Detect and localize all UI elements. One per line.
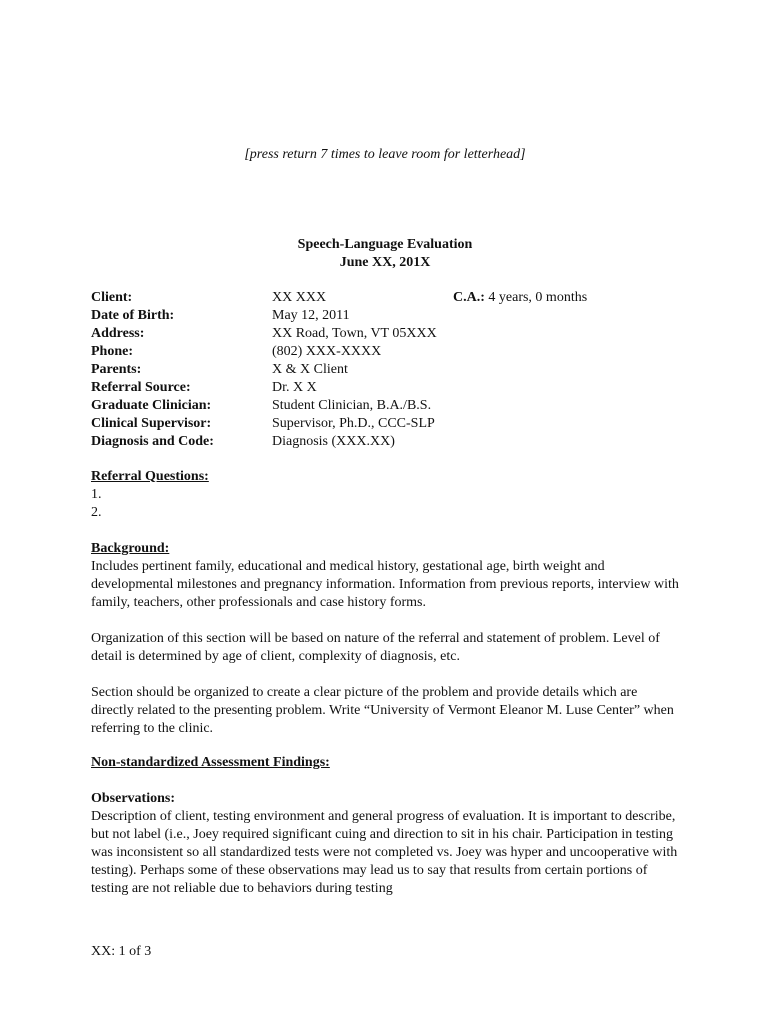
section-heading: Non-standardized Assessment Findings: [91, 755, 330, 770]
section-heading: Referral Questions: [91, 469, 209, 484]
info-label: Client: [91, 290, 133, 305]
info-value: X & X Client [272, 362, 348, 377]
info-value: XX Road, Town, VT 05XXX [272, 326, 437, 341]
info-value: Supervisor, Ph.D., CCC-SLP [272, 416, 435, 431]
referral-item: 2. [91, 505, 102, 520]
nonstandardized-section [91, 754, 681, 772]
background-paragraph: Includes pertinent family, educational and medical history, gestational age, birth weight and developmental milestones and pregnancy information. Information from previous reports, interview with family, teachers, other professionals and case history forms. [91, 559, 679, 610]
background-paragraph: Organization of this section will be based on nature of the referral and statement of problem. Level of detail is determined by age of client, complexity of diagnosis, etc. [91, 631, 660, 664]
background-section [91, 540, 681, 738]
info-label: Date of Birth: [91, 308, 175, 323]
subsection-heading: Observations: [91, 791, 175, 806]
info-value: (802) XXX-XXXX [272, 344, 382, 359]
info-value: Student Clinician, B.A./B.S. [272, 398, 432, 413]
referral-questions-section [91, 468, 681, 522]
observations-paragraph: Description of client, testing environment and general progress of evaluation. It is important to describe, but not label (i.e., Joey required significant cuing and direction to sit in his chair. Participation in testing was inconsistent so all standardized tests were not completed vs. Joey was hyper and uncooperative with testing). Perhaps some of these observations may lead us to say that results from certain portions of testing are not reliable due to behaviors during testing [91, 809, 678, 896]
info-value: XX XXX [272, 290, 327, 305]
info-label: Clinical Supervisor: [91, 416, 212, 431]
background-paragraph: Section should be organized to create a clear picture of the problem and provide details which are directly related to the presenting problem. Write “University of Vermont Eleanor M. Luse Center” when referring to the clinic. [91, 685, 674, 736]
referral-item: 1. [91, 487, 102, 502]
info-label: Referral Source: [91, 380, 191, 395]
section-heading: Background: [91, 541, 170, 556]
info-label: Diagnosis and Code: [91, 434, 214, 449]
chronological-age [453, 289, 587, 307]
page-footer: XX: 1 of 3 [91, 944, 152, 959]
info-label: Phone: [91, 344, 133, 359]
info-value: Dr. X X [272, 380, 317, 395]
info-label: Graduate Clinician: [91, 398, 212, 413]
observations-section [91, 790, 683, 898]
info-value: May 12, 2011 [272, 308, 350, 323]
ca-label: C.A.: [453, 290, 485, 305]
ca-value: 4 years, 0 months [488, 290, 588, 305]
letterhead-note: [press return 7 times to leave room for letterhead] [244, 147, 526, 162]
document-date: June XX, 201X [339, 255, 431, 270]
document-title: Speech-Language Evaluation [297, 237, 473, 252]
info-label: Parents: [91, 362, 142, 377]
info-label: Address: [91, 326, 145, 341]
info-value: Diagnosis (XXX.XX) [272, 434, 395, 449]
